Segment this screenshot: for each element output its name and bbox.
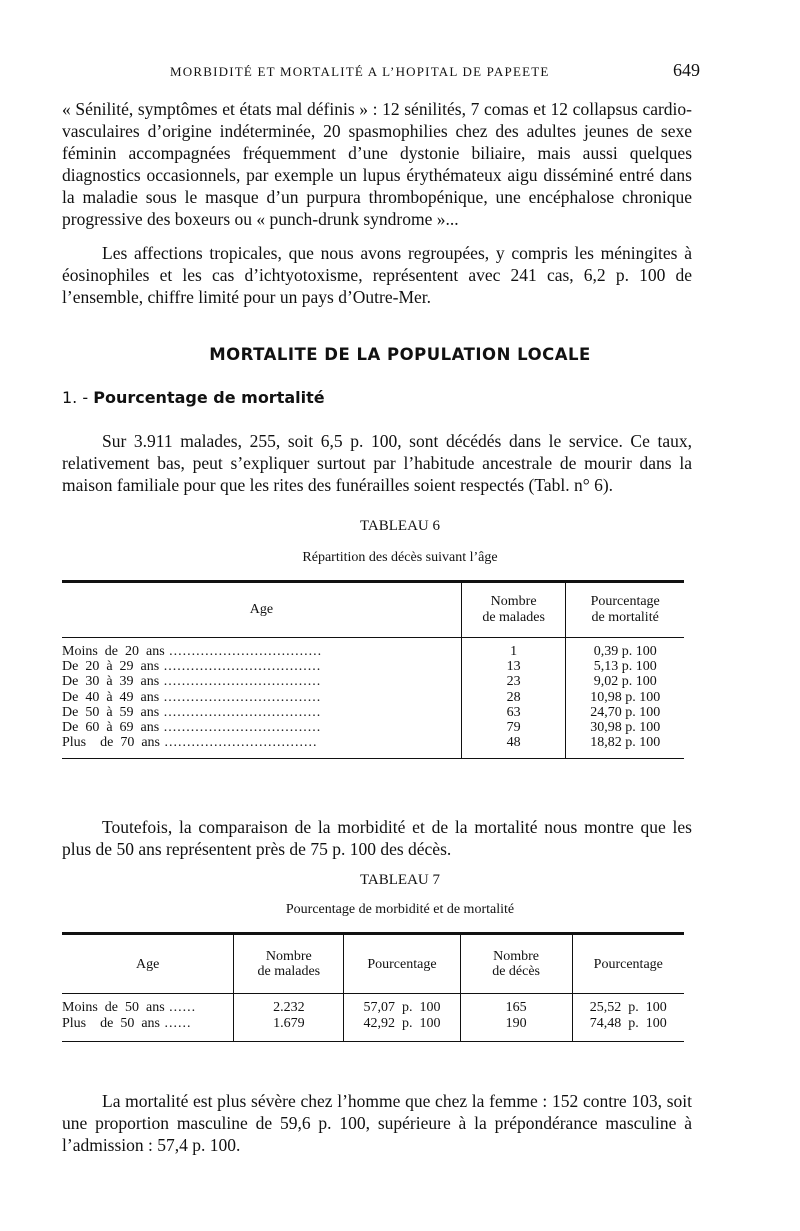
- leader-dots: ...................................: [159, 720, 322, 736]
- deces-cell: 190: [460, 1016, 572, 1042]
- age-label: De 60 à 69 ans: [62, 720, 160, 736]
- leader-dots: ...................................: [159, 704, 322, 720]
- leader-dots: ...................................: [159, 674, 322, 690]
- age-label: De 20 à 29 ans: [62, 659, 160, 675]
- table7-header-pct-a: Pourcentage: [344, 934, 460, 994]
- table7-header-deces-line2: de décès: [492, 964, 540, 979]
- pct-b-cell: 25,52 p. 100: [572, 994, 684, 1016]
- table7: [62, 932, 684, 1042]
- table7-caption: Pourcentage de morbidité et de mortalité: [285, 902, 515, 917]
- pct-cell: 0,39 p. 100: [566, 638, 684, 660]
- table6-header-nombre-line1: Nombre: [490, 594, 537, 609]
- pct-a-cell: 42,92 p. 100: [344, 1016, 460, 1042]
- table6-caption: Répartition des décès suivant l’âge: [302, 550, 498, 565]
- paragraph-senilite: « Sénilité, symptômes et états mal définis » : 12 sénilités, 7 comas et 12 collapsus cardio-vasculaires d’origine indéterminée, 20 spasmophilies chez des adultes jeunes de sexe féminin accompagnées fréquemment d’une dystonie biliaire, mais aussi quelques diagnostics occasionnels, par exemple un lupus érythémateux aigu disséminé entré dans la maladie sous le masque d’un purpura thrombopénique, une encéphalose chronique progressive des boxeurs ou « punch-drunk syndrome »...: [62, 99, 692, 229]
- pct-cell: 10,98 p. 100: [566, 690, 684, 705]
- table7-header-malades-line1: Nombre: [265, 949, 312, 964]
- subsection-title: Pourcentage de mortalité: [93, 388, 325, 407]
- paragraph-taux-mortalite: Sur 3.911 malades, 255, soit 6,5 p. 100, sont décédés dans le service. Ce taux, relativement bas, peut s’expliquer surtout par l’habitude ancestrale de mourir dans la maison familiale pour que les rites des funérailles soient respectés (Tabl. n° 6).: [62, 431, 692, 495]
- table7-header-row: [62, 934, 684, 994]
- section-title: MORTALITE DE LA POPULATION LOCALE: [209, 345, 591, 364]
- nombre-cell: 79: [461, 720, 566, 735]
- table-row: [62, 1016, 684, 1042]
- pct-cell: 30,98 p. 100: [566, 720, 684, 735]
- table-row: [62, 659, 684, 674]
- table6: [62, 580, 684, 759]
- table6-header-pct-line2: de mortalité: [591, 610, 659, 625]
- table-row: [62, 735, 684, 759]
- table6-header-row: [62, 582, 684, 638]
- page-number: 649: [673, 60, 700, 80]
- leader-dots: ......: [160, 1015, 192, 1031]
- nombre-cell: 13: [461, 659, 566, 674]
- table-row: [62, 638, 684, 660]
- pct-cell: 18,82 p. 100: [566, 735, 684, 759]
- table6-header-pct-line1: Pourcentage: [590, 594, 660, 609]
- subsection-number: 1. -: [62, 388, 89, 407]
- table7-header-age: Age: [62, 934, 234, 994]
- table6-header-nombre: [461, 582, 566, 638]
- table7-title: TABLEAU 7: [359, 872, 441, 888]
- nombre-cell: 28: [461, 690, 566, 705]
- table-row: [62, 690, 684, 705]
- age-label: Plus de 70 ans: [62, 735, 160, 751]
- paragraph-comparaison: Toutefois, la comparaison de la morbidité et de la mortalité nous montre que les plus de 50 ans représentent près de 75 p. 100 des décès.: [62, 817, 692, 859]
- nombre-cell: 23: [461, 674, 566, 689]
- leader-dots: ..................................: [164, 644, 323, 659]
- nombre-cell: 63: [461, 705, 566, 720]
- table7-header-deces-line1: Nombre: [493, 949, 540, 964]
- age-label: Moins de 50 ans: [62, 1000, 165, 1015]
- pct-a-cell: 57,07 p. 100: [344, 994, 460, 1016]
- table6-header-pourcentage: [566, 582, 684, 638]
- leader-dots: ..................................: [160, 735, 318, 751]
- pct-b-cell: 74,48 p. 100: [572, 1016, 684, 1042]
- deces-cell: 165: [460, 994, 572, 1016]
- leader-dots: ...................................: [159, 659, 322, 675]
- leader-dots: ...................................: [159, 689, 322, 705]
- table-row: [62, 720, 684, 735]
- pct-cell: 5,13 p. 100: [566, 659, 684, 674]
- age-label: Moins de 20 ans: [62, 644, 165, 659]
- table6-title: TABLEAU 6: [359, 518, 441, 534]
- paragraph-mortalite-homme: La mortalité est plus sévère chez l’homme que chez la femme : 152 contre 103, soit une proportion masculine de 59,6 p. 100, supérieure à la prépondérance masculine à l’admission : 57,4 p. 100.: [62, 1091, 692, 1155]
- table7-header-malades: [234, 934, 344, 994]
- age-label: De 50 à 59 ans: [62, 704, 160, 720]
- age-label: De 40 à 49 ans: [62, 689, 160, 705]
- table-row: [62, 705, 684, 720]
- subsection-heading: [62, 388, 325, 407]
- nombre-cell: 48: [461, 735, 566, 759]
- table-row: [62, 674, 684, 689]
- paragraph-affections-tropicales: Les affections tropicales, que nous avons regroupées, y compris les méningites à éosinophiles et les cas d’ichtyotoxisme, représentent avec 241 cas, 6,2 p. 100 de l’ensemble, chiffre limité pour un pays d’Outre-Mer.: [62, 243, 692, 307]
- nombre-cell: 1: [461, 638, 566, 660]
- pct-cell: 9,02 p. 100: [566, 674, 684, 689]
- table6-header-age: Age: [62, 582, 461, 638]
- table7-header-deces: [460, 934, 572, 994]
- table7-header-malades-line2: de malades: [257, 964, 321, 979]
- running-header: [170, 60, 700, 80]
- running-title: MORBIDITÉ ET MORTALITÉ A L’HOPITAL DE PAPEETE: [170, 64, 550, 79]
- age-label: De 30 à 39 ans: [62, 674, 160, 690]
- age-label: Plus de 50 ans: [62, 1015, 160, 1031]
- pct-cell: 24,70 p. 100: [566, 705, 684, 720]
- table6-header-nombre-line2: de malades: [482, 610, 545, 625]
- table-row: [62, 994, 684, 1016]
- malades-cell: 1.679: [234, 1016, 344, 1042]
- malades-cell: 2.232: [234, 994, 344, 1016]
- leader-dots: ......: [164, 1000, 197, 1015]
- table7-header-pct-b: Pourcentage: [572, 934, 684, 994]
